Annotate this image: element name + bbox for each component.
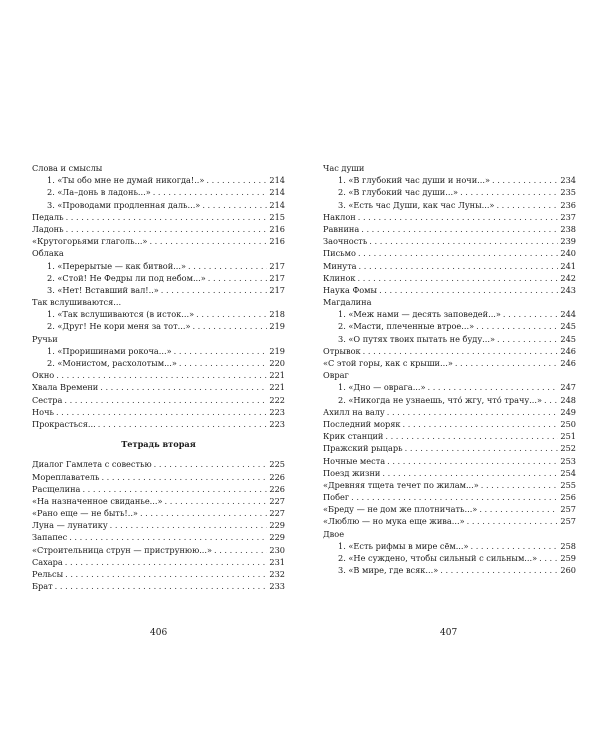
toc-entry [32,458,285,470]
toc-entry-title: 3. «В мире, где всяк...» [338,565,439,576]
dot-leader [179,357,267,369]
toc-entry [323,247,576,259]
dot-leader [188,260,267,272]
page-number-right: 407 [440,628,458,638]
toc-entry-page: 236 [560,199,576,210]
toc-entry [32,507,285,519]
toc-entry-page: 234 [560,175,576,186]
toc-entry-page: 214 [269,199,285,210]
toc-entry-page: 223 [269,418,285,429]
toc-entry-page: 244 [560,309,576,320]
toc-entry-title: «Древняя тщета течет по жилам...» [323,479,479,490]
toc-entry [32,544,285,556]
toc-entry [323,515,576,527]
toc-entry [32,580,285,592]
dot-leader [358,272,559,284]
dot-leader [206,174,267,186]
toc-entry [32,308,285,320]
toc-entry [323,333,576,345]
toc-entry-page: 246 [560,345,576,356]
toc-entry-page: 245 [560,333,576,344]
dot-leader [379,284,558,296]
dot-leader [64,394,267,406]
toc-entry-page: 242 [560,272,576,283]
toc-entry-page: 217 [269,272,285,283]
dot-leader [208,272,268,284]
toc-entry-title: «Строительница струн — приструнюю...» [32,544,213,555]
toc-entry [32,531,285,543]
toc-entry-title: Отрывок [323,345,361,356]
page-number-left: 406 [150,628,168,638]
toc-entry-page: 216 [269,223,285,234]
toc-entry [32,235,285,247]
toc-heading [323,162,576,174]
toc-entry-title: Ладонь [32,223,64,234]
toc-entry [32,418,285,430]
toc-entry-title: 3. «Проводами продленная даль...» [47,199,201,210]
toc-entry-title: 2. «Монистом, расхолотым...» [47,358,177,368]
toc-entry-title: Хвала Времени [32,382,99,393]
toc-heading [32,333,285,345]
toc-entry-title: Диалог Гамлета с совестью [32,459,152,470]
toc-entry [323,199,576,211]
dot-leader [361,223,558,235]
dot-leader [369,235,558,247]
toc-entry [323,491,576,503]
toc-entry-title: Наука Фомы [323,284,378,295]
toc-entry [32,199,285,211]
toc-entry-page: 245 [560,321,576,332]
toc-entry-title: Побег [323,492,350,503]
toc-entry [32,320,285,332]
toc-entry [32,381,285,393]
toc-heading [323,369,576,381]
toc-entry-page: 253 [560,455,576,466]
dot-leader [503,308,558,320]
toc-entry [32,272,285,284]
toc-entry [32,471,285,483]
toc-entry-title: Ночные места [323,455,386,466]
toc-entry [32,394,285,406]
toc-entry-title: 1. «Так вслушиваются (в исток...» [47,309,195,320]
toc-entry-page: 216 [269,236,285,247]
toc-entry-page: 231 [269,556,285,567]
dot-leader [363,345,559,357]
dot-leader [140,507,267,519]
dot-leader [161,284,268,296]
toc-entry-title: Расщелина [32,483,81,494]
toc-entry-page: 220 [269,358,285,368]
dot-leader [358,247,558,259]
toc-entry-title: Сестра [32,394,63,405]
dot-leader [65,568,267,580]
dot-leader [496,199,558,211]
dot-leader [174,345,268,357]
toc-entry-page: 255 [560,479,576,490]
toc-heading [32,162,285,174]
toc-entry-page: 229 [269,532,285,543]
toc-entry-title: Рельсы [32,569,64,579]
dot-leader [385,430,558,442]
dot-leader [82,483,267,495]
toc-entry-title: 3. «Есть час Души, как час Луны...» [338,199,495,210]
toc-entry-title: 1. «Проришинами рокоча...» [47,345,172,356]
toc-entry-page: 256 [560,492,576,503]
toc-entry [323,442,576,454]
toc-entry-page: 222 [269,394,285,405]
toc-entry-page: 250 [560,418,576,429]
toc-entry-title: Облака [32,248,64,259]
toc-entry-title: «Бреду — не дом же плотничать...» [323,504,478,515]
dot-leader [544,394,558,406]
toc-entry-page: 217 [269,284,285,295]
dot-leader [196,308,267,320]
toc-entry-title: «С этой горы, как с крыши...» [323,358,453,368]
toc-entry [32,406,285,418]
toc-entry-page: 249 [560,406,576,417]
toc-heading [323,528,576,540]
toc-entry-title: Слова и смыслы [32,163,103,173]
toc-entry-page: 225 [269,459,285,470]
toc-entry [323,223,576,235]
toc-entry-page: 251 [560,431,576,442]
dot-leader [460,186,558,198]
toc-entry-title: 3. «О путях твоих пытать не буду...» [338,333,495,344]
toc-entry-title: Так вслушиваются... [32,297,122,308]
toc-entry-page: 259 [560,553,576,563]
toc-entry-page: 235 [560,187,576,198]
toc-heading [323,296,576,308]
toc-entry-title: Двое [323,528,345,539]
toc-entry-title: Прокрасться... [32,418,96,429]
toc-entry-page: 232 [269,569,285,579]
dot-leader [497,333,558,345]
toc-entry-page: 219 [269,321,285,332]
toc-entry-page: 258 [560,540,576,551]
toc-entry-page: 227 [269,495,285,506]
toc-entry-title: Час души [323,163,365,173]
toc-entry-page: 214 [269,175,285,186]
toc-entry-page: 229 [269,520,285,531]
toc-entry-title: Письмо [323,248,356,259]
toc-entry-title: Заочность [323,236,368,247]
toc-list-part1 [32,162,285,430]
toc-entry-title: Последний моряк [323,418,401,429]
toc-entry-page: 257 [560,516,576,527]
dot-leader [455,357,559,369]
dot-leader [214,544,267,556]
toc-entry-title: 2. «Стой! Не Федры ли под небом...» [47,272,206,283]
dot-leader [467,515,559,527]
toc-entry-title: Ручьи [32,333,58,344]
toc-entry [32,556,285,568]
right-page-toc [323,162,576,576]
dot-leader [69,531,267,543]
dot-leader [56,369,267,381]
toc-entry [323,357,576,369]
toc-entry-page: 214 [269,187,285,198]
dot-leader [202,199,267,211]
toc-entry [323,186,576,198]
toc-entry-title: Брат [32,581,53,592]
dot-leader [358,211,559,223]
dot-leader [164,495,267,507]
toc-entry [32,568,285,580]
toc-entry-title: 3. «Нет! Вставший вал!..» [47,284,159,295]
toc-heading [32,247,285,259]
dot-leader [55,580,268,592]
toc-entry [32,495,285,507]
toc-entry-title: Пражский рыцарь [323,443,403,454]
toc-entry-title: 1. «Есть рифмы в мире сём...» [338,540,469,551]
toc-entry [32,369,285,381]
toc-list-part2 [32,458,285,592]
toc-entry-title: 1. «В глубокий час души и ночи...» [338,175,490,186]
toc-entry [323,418,576,430]
toc-entry-title: Ахилл на валу [323,406,385,417]
toc-entry-title: «Рано еще — не быть!..» [32,508,138,519]
toc-entry-page: 257 [560,504,576,515]
dot-leader [101,471,267,483]
toc-entry [32,357,285,369]
toc-entry-title: Сахара [32,556,63,567]
toc-entry [323,430,576,442]
dot-leader [481,479,559,491]
toc-entry-title: 1. «Перерытые — как битвой...» [47,260,186,271]
toc-entry [32,284,285,296]
toc-entry-page: 248 [560,394,576,405]
toc-entry [323,467,576,479]
dot-leader [405,442,559,454]
toc-entry-title: Луна — лунатику [32,520,108,531]
section-heading: Тетрадь вторая [121,439,196,450]
toc-entry-page: 240 [560,248,576,259]
dot-leader [66,223,268,235]
dot-leader [387,455,558,467]
toc-entry-title: 1. «Дно — оврага...» [338,382,426,393]
toc-entry-title: Ночь [32,406,54,417]
toc-entry-page: 221 [269,382,285,393]
toc-entry [323,308,576,320]
dot-leader [382,467,558,479]
toc-entry-page: 237 [560,211,576,222]
toc-entry-page: 247 [560,382,576,393]
toc-entry [32,211,285,223]
toc-entry-title: «Крутогорьями глаголь...» [32,236,148,247]
toc-entry-page: 223 [269,406,285,417]
dot-leader [351,491,558,503]
toc-entry-title: 2. «Никогда не узнаешь, что́ жгу, что́ трачу...» [338,394,543,405]
dot-leader [492,174,558,186]
toc-entry-title: 2. «Ла–донь в ладонь...» [47,187,151,198]
toc-entry-page: 260 [560,565,576,576]
toc-entry [323,211,576,223]
dot-leader [66,211,268,223]
toc-entry-title: 2. «Не суждено, чтобы сильный с сильным...» [338,553,538,563]
toc-entry-page: 239 [560,236,576,247]
toc-entry-title: Равнина [323,223,360,234]
toc-entry [323,394,576,406]
dot-leader [387,406,559,418]
toc-entry-page: 238 [560,223,576,234]
toc-entry-page: 227 [269,508,285,519]
toc-entry-title: Магдалина [323,297,372,308]
dot-leader [403,418,559,430]
toc-entry-title: Поезд жизни [323,467,381,478]
toc-entry [323,406,576,418]
toc-entry [323,235,576,247]
toc-entry [32,223,285,235]
toc-entry-title: Клинок [323,272,356,283]
toc-entry [32,345,285,357]
toc-entry [32,260,285,272]
toc-entry [323,503,576,515]
toc-entry [323,174,576,186]
toc-entry [32,174,285,186]
toc-list [323,162,576,576]
toc-entry [32,483,285,495]
toc-entry [323,479,576,491]
dot-leader [440,564,558,576]
toc-entry-title: 2. «В глубокий час души...» [338,187,459,198]
dot-leader [149,235,267,247]
toc-entry-page: 252 [560,443,576,454]
dot-leader [476,320,558,332]
toc-entry [323,272,576,284]
dot-leader [539,552,558,564]
dot-leader [359,260,559,272]
dot-leader [153,186,268,198]
toc-entry [32,519,285,531]
toc-entry-page: 217 [269,260,285,271]
dot-leader [428,381,559,393]
toc-entry-title: Крик станций [323,431,384,442]
dot-leader [56,406,267,418]
toc-entry-page: 215 [269,211,285,222]
toc-entry [323,345,576,357]
toc-entry-page: 241 [560,260,576,271]
toc-entry [323,540,576,552]
toc-entry-title: Овраг [323,370,349,381]
left-page-toc [32,162,285,592]
toc-entry [323,564,576,576]
toc-entry-title: Мореплаватель [32,471,100,482]
dot-leader [479,503,558,515]
toc-entry-page: 246 [560,358,576,368]
dot-leader [100,381,267,393]
toc-entry-page: 254 [560,467,576,478]
toc-entry-title: 2. «Масти, плеченные втрое...» [338,321,475,332]
toc-entry-page: 221 [269,370,285,381]
toc-entry-title: 1. «Меж нами — десять заповедей...» [338,309,501,320]
toc-entry-page: 233 [269,581,285,592]
dot-leader [110,519,268,531]
toc-entry-title: «На назначенное свиданье...» [32,495,163,506]
dot-leader [471,540,559,552]
toc-entry-title: Минута [323,260,357,271]
toc-entry [323,320,576,332]
toc-entry [323,260,576,272]
toc-entry-page: 219 [269,345,285,356]
toc-entry [323,284,576,296]
toc-entry-page: 218 [269,309,285,320]
toc-entry-page: 230 [269,544,285,555]
toc-entry-title: 1. «Ты обо мне не думай никогда!..» [47,175,205,186]
toc-entry-title: Наклон [323,211,356,222]
dot-leader [192,320,267,332]
toc-entry-page: 226 [269,483,285,494]
toc-entry [323,381,576,393]
toc-entry-page: 243 [560,284,576,295]
toc-entry [323,552,576,564]
toc-entry [323,455,576,467]
toc-entry-page: 226 [269,471,285,482]
dot-leader [65,556,268,568]
dot-leader [98,418,268,430]
toc-heading [32,296,285,308]
toc-entry-title: «Люблю — но мука еще жива...» [323,516,465,527]
toc-entry-title: Педаль [32,211,64,222]
toc-entry [32,186,285,198]
toc-entry-title: Окно [32,370,55,381]
dot-leader [154,458,268,470]
toc-entry-title: 2. «Друг! Не кори меня за тот...» [47,321,191,332]
toc-entry-title: Запапес [32,532,68,543]
